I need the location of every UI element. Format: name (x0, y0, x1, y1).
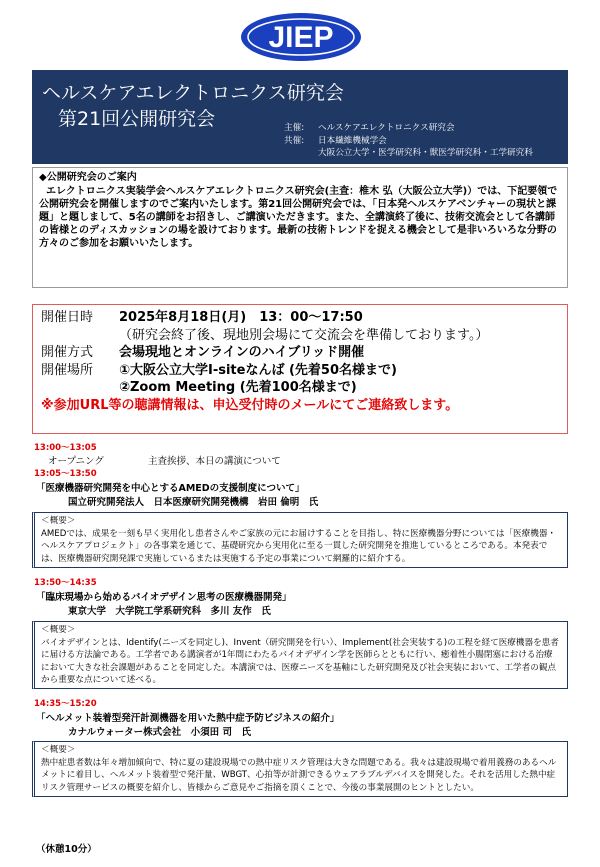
organizers (284, 122, 533, 160)
svg-text:JIEP: JIEP (268, 21, 334, 54)
organizer-key: 主催: (284, 123, 305, 133)
session-4-speaker: カナルウォーター株式会社 小須田 司 氏 (68, 727, 251, 738)
method-value: 会場現地とオンラインのハイブリッド開催 (119, 345, 365, 360)
abstract-heading: ＜概要＞ (41, 625, 76, 635)
venue-label: 開催場所 (41, 362, 94, 378)
date-note: （研究会終了後、現地別会場にて交流会を準備しております。） (119, 327, 489, 343)
venue-2: ②Zoom Meeting (先着100名様まで) (119, 380, 357, 395)
abstract-heading: ＜概要＞ (41, 745, 76, 755)
title-banner (32, 70, 568, 164)
session-4-time: 14:35～15:20 (34, 699, 97, 709)
intro-heading: ◆公開研究会のご案内 (39, 172, 137, 183)
session-3-abstract (32, 621, 568, 689)
intro-box (32, 167, 568, 288)
session-1-desc: 主査挨拶、本日の講演について (148, 456, 281, 467)
page-subtitle: 第21回公開研究会 (58, 108, 216, 130)
session-1-label: オープニング (48, 456, 104, 467)
session-2-title: 「医療機器研究開発を中心とするAMEDの支援制度について」 (36, 483, 305, 494)
session-3-title: 「臨床現場から始めるバイオデザイン思考の医療機器開発」 (36, 592, 292, 603)
organizer-value: ヘルスケアエレクトロニクス研究会 (318, 123, 455, 133)
notice: ※参加URL等の聴講情報は、申込受付時のメールにてご連絡致します。 (41, 397, 459, 413)
co-organizer-key: 共催: (284, 135, 305, 146)
abstract-text: AMEDでは、成果を一刻も早く実用化し患者さんやご家族の元にお届けすることを目指し、特に医療機器分野については「医療機器・ヘルスケアプロジェクト」の各事業を通じて、基礎研究から実用化に至る一貫した研究開発を推進しているところである。本発表では、医療機器研究開発課で実施しているまたは実施する予定の事業について網羅的に紹介する。 (41, 528, 557, 564)
event-info-box (32, 304, 568, 434)
abstract-heading: ＜概要＞ (41, 516, 76, 526)
session-2-speaker: 国立研究開発法人 日本医療研究開発機構 岩田 倫明 氏 (68, 497, 319, 508)
break-note: （休憩10分） (36, 844, 97, 855)
session-1-time: 13:00～13:05 (34, 443, 97, 453)
co-organizer-value: 日本繊維機械学会 (318, 135, 387, 146)
date-label: 開催日時 (41, 310, 94, 325)
session-4-abstract (32, 741, 568, 797)
abstract-text: 熱中症患者数は年々増加傾向で、特に夏の建設現場での熱中症リスク管理は大きな問題である。我々は建設現場で着用義務のあるヘルメットに着目し、ヘルメット装着型で発汗量、WBGT、心拍等が計測できるウェアラブルデバイスを開発した。それを活用した熱中症リスク管理サービスの概要を紹介し、皆様からご意見やご指摘を頂くことで、今後の事業展開のヒントとしたい。 (41, 757, 557, 793)
session-4-title: 「ヘルメット装着型発汗計測機器を用いた熱中症予防ビジネスの紹介」 (36, 713, 340, 724)
jiep-logo (240, 12, 362, 62)
co-organizer-key-2 (284, 147, 318, 160)
session-2-time: 13:05～13:50 (34, 469, 97, 479)
session-3-time: 13:50～14:35 (34, 578, 97, 588)
date-value: 2025年8月18日(月) 13：00～17:50 (119, 310, 363, 325)
method-label: 開催方式 (41, 345, 94, 360)
co-organizer-value-2: 大阪公立大学・医学研究科・獣医学研究科・工学研究科 (318, 148, 533, 158)
page-title: ヘルスケアエレクトロニクス研究会 (42, 82, 344, 104)
intro-body: エレクトロニクス実装学会ヘルスケアエレクトロニクス研究会(主査：椎木 弘（大阪公立大学)）では、下記要領で公開研究会を開催しますのでご案内いたします。第21回公開研究会では、「日本発ヘルスケアベンチャーの現状と課題」と題しまして、5名の講師をお招きし、ご講演いただきます。また、全講演終了後に、技術交流会として各講師の皆様とのディスカッションの場を設けております。最新の技術トレンドを捉える機会として是非いろいろな分野の方々のご参加をお願いいたします。 (39, 186, 558, 249)
venue-1: ①大阪公立大学I-siteなんば (先着50名様まで) (119, 362, 397, 378)
session-3-speaker: 東京大学 大学院工学系研究科 多川 友作 氏 (68, 606, 271, 617)
abstract-text: バイオデザインとは、Identify(ニーズを同定し)、Invent（研究開発を行い）、Implement(社会実装する)の工程を経て医療機器を患者に届ける方法論である。工学者である講演者が1年間にわたるバイオデザイン学を医師らとともに行い、癒着性小腸閉塞における治療において大きな社会課題があることを同定した。本講演では、医療ニーズを基軸にした研究開発及び社会実装において、工学者の観点から重要な点について述べる。 (41, 637, 559, 685)
session-2-abstract (32, 512, 568, 568)
